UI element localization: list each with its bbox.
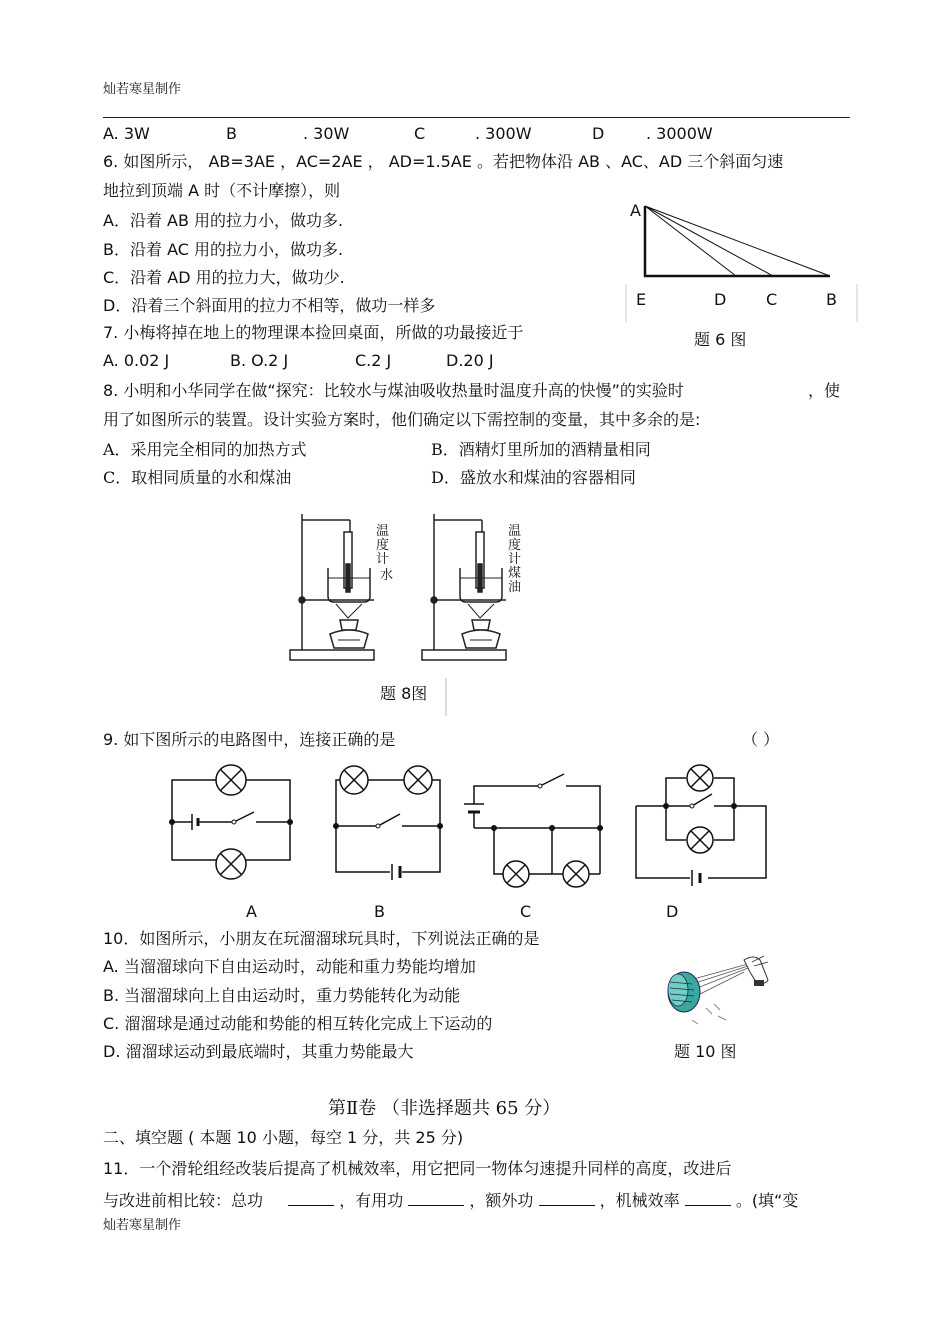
q11-part-2: ，有用功	[339, 1191, 404, 1210]
incline-label-a: A	[630, 201, 641, 220]
yoyo-figure	[656, 950, 776, 1032]
q6-figure-caption: 题 6 图	[694, 330, 747, 349]
header-maker: 灿若寒星制作	[103, 82, 182, 97]
q8-option-c: C．取相同质量的水和煤油	[103, 468, 292, 487]
circuit-d	[632, 764, 770, 888]
circuit-a-label: A	[246, 902, 257, 921]
q10-option-b: B. 当溜溜球向上自由运动时，重力势能转化为动能	[103, 986, 461, 1005]
apparatus-right-label-5: 油	[508, 580, 522, 595]
incline-label-e: E	[636, 290, 647, 309]
q7-option-d: D.20 J	[446, 351, 494, 370]
q5-option-c-value: . 300W	[475, 124, 532, 143]
q6-option-a: A．沿着 AB 用的拉力小，做功多.	[103, 211, 344, 230]
circuit-a	[168, 764, 294, 886]
q11-part-1: 与改进前相比较：总功	[103, 1191, 264, 1210]
q11-blank-total-work[interactable]	[288, 1191, 334, 1206]
q6-option-d: D．沿着三个斜面用的拉力不相等，做功一样多	[103, 296, 436, 315]
q10-stem: 10．如图所示，小朋友在玩溜溜球玩具时，下列说法正确的是	[103, 929, 540, 948]
q8-stem-line1: 8. 小明和小华同学在做“探究：比较水与煤油吸收热量时温度升高的快慢”的实验时	[103, 381, 684, 400]
q11-part-5: 。(填“变	[735, 1191, 799, 1210]
q9-stem: 9. 如下图所示的电路图中，连接正确的是	[103, 730, 396, 749]
apparatus-right-label-4: 煤	[508, 566, 522, 581]
q5-option-b: B	[226, 124, 237, 143]
q8-stem-line2: 用了如图所示的装置。设计实验方案时，他们确定以下需控制的变量，其中多余的是:	[103, 410, 701, 429]
circuit-b-label: B	[374, 902, 385, 921]
q6-option-b: B．沿着 AC 用的拉力小，做功多.	[103, 240, 344, 259]
apparatus-right-label-2: 度	[508, 538, 522, 553]
q8-option-b: B．酒精灯里所加的酒精量相同	[431, 440, 651, 459]
apparatus-right-label-3: 计	[508, 552, 522, 567]
q5-option-b-value: . 30W	[303, 124, 350, 143]
q8-figure-caption: 题 8图	[380, 684, 428, 703]
apparatus-left-label-1: 温	[376, 524, 390, 539]
incline-label-c: C	[766, 290, 778, 309]
q10-option-a: A. 当溜溜球向下自由运动时，动能和重力势能均增加	[103, 957, 476, 976]
section2-title: 第Ⅱ卷 （非选择题共 65 分）	[328, 1098, 561, 1119]
circuit-d-label: D	[666, 902, 679, 921]
q11-blank-extra-work[interactable]	[539, 1191, 595, 1206]
section2-subtitle: 二、填空题 ( 本题 10 小题，每空 1 分，共 25 分)	[103, 1128, 464, 1147]
apparatus-left-label-water: 水	[380, 568, 394, 583]
apparatus-left-label-2: 度	[376, 538, 390, 553]
incline-figure	[626, 200, 858, 322]
q6-stem-line1: 6. 如图所示， AB=3AE ，AC=2AE ， AD=1.5AE 。若把物体沿 AB 、AC、AD 三个斜面匀速	[103, 152, 784, 171]
circuit-c-label: C	[520, 902, 532, 921]
q10-option-d: D. 溜溜球运动到最底端时，其重力势能最大	[103, 1042, 414, 1061]
q11-stem-line2	[103, 1191, 798, 1211]
q8-option-a: A．采用完全相同的加热方式	[103, 440, 307, 459]
q7-option-b: B. O.2 J	[230, 351, 289, 370]
q7-option-a: A. 0.02 J	[103, 351, 170, 370]
q7-option-c: C.2 J	[355, 351, 392, 370]
apparatus-right-label-1: 温	[508, 524, 522, 539]
q6-stem-line2: 地拉到顶端 A 时（不计摩擦），则	[103, 181, 341, 200]
incline-label-d: D	[714, 290, 727, 309]
circuit-b	[330, 764, 446, 886]
q10-option-c: C. 溜溜球是通过动能和势能的相互转化完成上下运动的	[103, 1014, 493, 1033]
q5-option-a: A. 3W	[103, 124, 150, 143]
q11-blank-efficiency[interactable]	[685, 1191, 731, 1206]
q6-option-c: C．沿着 AD 用的拉力大，做功少.	[103, 268, 345, 287]
incline-label-b: B	[826, 290, 837, 309]
apparatus-left-label-3: 计	[376, 552, 390, 567]
q11-part-3: ，额外功	[469, 1191, 534, 1210]
q7-stem: 7. 小梅将掉在地上的物理课本捡回桌面，所做的功最接近于	[103, 323, 524, 342]
q11-blank-useful-work[interactable]	[408, 1191, 464, 1206]
q10-figure-caption: 题 10 图	[674, 1042, 737, 1061]
q11-part-4: ，机械效率	[599, 1191, 680, 1210]
q11-stem-line1: 11．一个滑轮组经改装后提高了机械效率，用它把同一物体匀速提升同样的高度，改进后	[103, 1159, 732, 1178]
q9-answer-paren: （ ）	[742, 730, 780, 749]
footer-maker: 灿若寒星制作	[103, 1218, 182, 1233]
header-divider	[103, 117, 850, 118]
q5-option-d: D	[592, 124, 605, 143]
q5-option-d-value: . 3000W	[646, 124, 713, 143]
q5-option-c: C	[414, 124, 426, 143]
q8-stem-line1-tail: ，使	[808, 381, 841, 400]
circuit-c	[460, 764, 606, 894]
q8-option-d: D．盛放水和煤油的容器相同	[431, 468, 636, 487]
